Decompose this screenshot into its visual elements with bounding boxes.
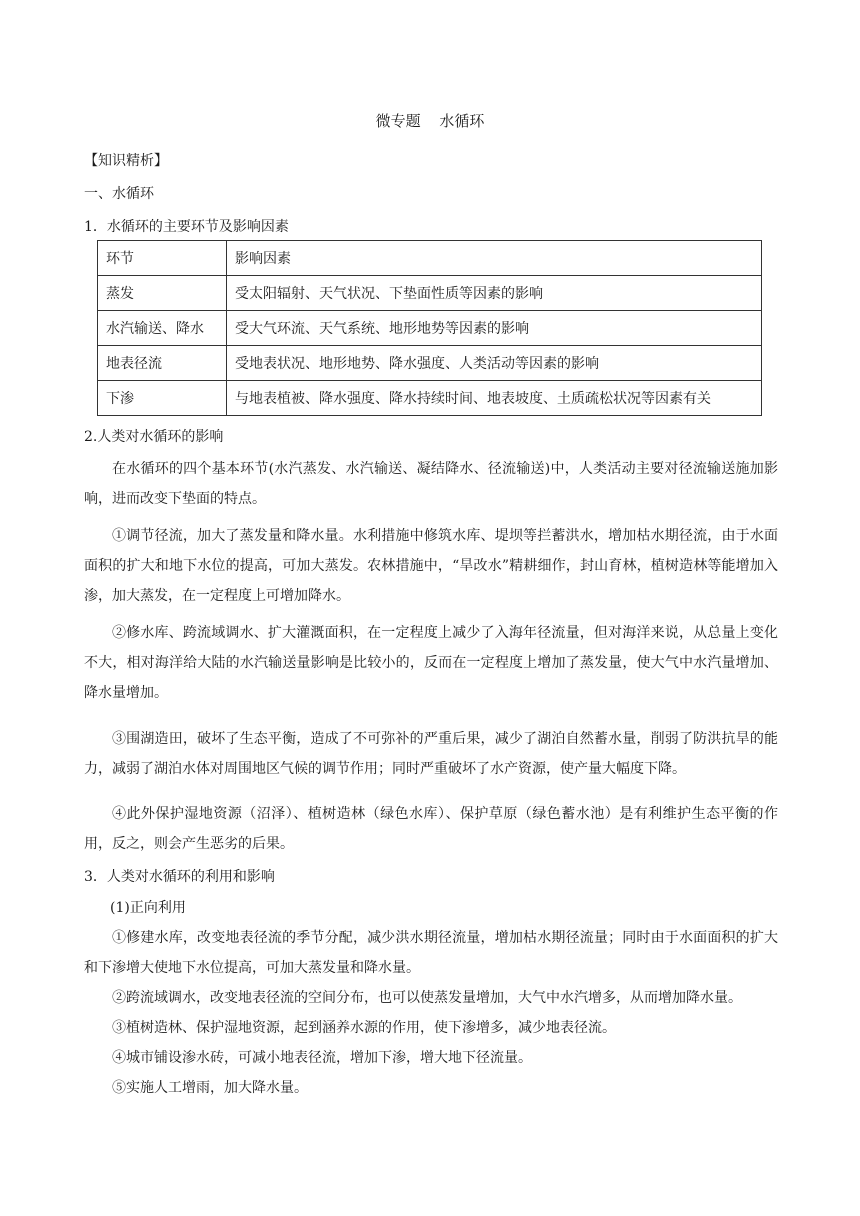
use-item-2: ②跨流域调水，改变地表径流的空间分布，也可以使蒸发量增加，大气中水汽增多，从而增加降水量。 (112, 990, 742, 1006)
table-cell: 蒸发 (98, 276, 227, 311)
table-cell: 下渗 (98, 381, 227, 416)
sub-heading-positive-use: (1)正向利用 (110, 900, 186, 916)
table-row (98, 311, 762, 346)
paragraph-3: ③围湖造田，破坏了生态平衡，造成了不可弥补的严重后果，减少了湖泊自然蓄水量，削弱了防洪抗旱的能力，减弱了湖泊水体对周围地区气候的调节作用；同时严重破坏了水产资源，使产量大幅度下降。 (84, 731, 778, 777)
use-item-5: ⑤实施人工增雨，加大降水量。 (112, 1080, 308, 1096)
table-cell: 地表径流 (98, 346, 227, 381)
heading-water-cycle: 一、水循环 (84, 186, 154, 202)
table-cell: 水汽输送、降水 (98, 311, 227, 346)
section-label: 【知识精析】 (84, 153, 168, 169)
use-item-4: ④城市铺设渗水砖，可减小地表径流，增加下渗，增大地下径流量。 (112, 1050, 532, 1066)
table-header-cell: 影响因素 (227, 241, 762, 276)
table-row (98, 276, 762, 311)
heading-human-impact: 2.人类对水循环的影响 (84, 429, 224, 445)
use-item-3: ③植树造林、保护湿地资源，起到涵养水源的作用，使下渗增多，减少地表径流。 (112, 1020, 616, 1036)
table-cell: 受大气环流、天气系统、地形地势等因素的影响 (227, 311, 762, 346)
table-cell: 与地表植被、降水强度、降水持续时间、地表坡度、土质疏松状况等因素有关 (227, 381, 762, 416)
table-header-cell: 环节 (98, 241, 227, 276)
page-title: 微专题 水循环 (375, 112, 485, 130)
heading-use-impact: 3．人类对水循环的利用和影响 (84, 869, 275, 885)
table-cell: 受地表状况、地形地势、降水强度、人类活动等因素的影响 (227, 346, 762, 381)
use-item-1: ①修建水库，改变地表径流的季节分配，减少洪水期径流量，增加枯水期径流量；同时由于水面面积的扩大和下渗增大使地下水位提高，可加大蒸发量和降水量。 (84, 930, 778, 976)
paragraph-intro: 在水循环的四个基本环节(水汽蒸发、水汽输送、凝结降水、径流输送)中，人类活动主要对径流输送施加影响，进而改变下垫面的特点。 (84, 461, 778, 507)
table-row (98, 381, 762, 416)
table-cell: 受太阳辐射、天气状况、下垫面性质等因素的影响 (227, 276, 762, 311)
paragraph-2: ②修水库、跨流域调水、扩大灌溉面积，在一定程度上减少了入海年径流量，但对海洋来说，从总量上变化不大，相对海洋给大陆的水汽输送量影响是比较小的，反而在一定程度上增加了蒸发量，使大气中水汽量增加、降水量增加。 (84, 625, 778, 701)
table-row (98, 346, 762, 381)
paragraph-1: ①调节径流，加大了蒸发量和降水量。水利措施中修筑水库、堤坝等拦蓄洪水，增加枯水期径流，由于水面面积的扩大和地下水位的提高，可加大蒸发。农林措施中，“旱改水”精耕细作，封山育林，植树造林等能增加入渗，加大蒸发，在一定程度上可增加降水。 (84, 528, 778, 604)
paragraph-4: ④此外保护湿地资源（沼泽）、植树造林（绿色水库）、保护草原（绿色蓄水池）是有利维护生态平衡的作用，反之，则会产生恶劣的后果。 (84, 806, 778, 852)
factors-table (97, 240, 762, 416)
heading-main-links: 1．水循环的主要环节及影响因素 (84, 219, 289, 235)
table-header-row (98, 241, 762, 276)
